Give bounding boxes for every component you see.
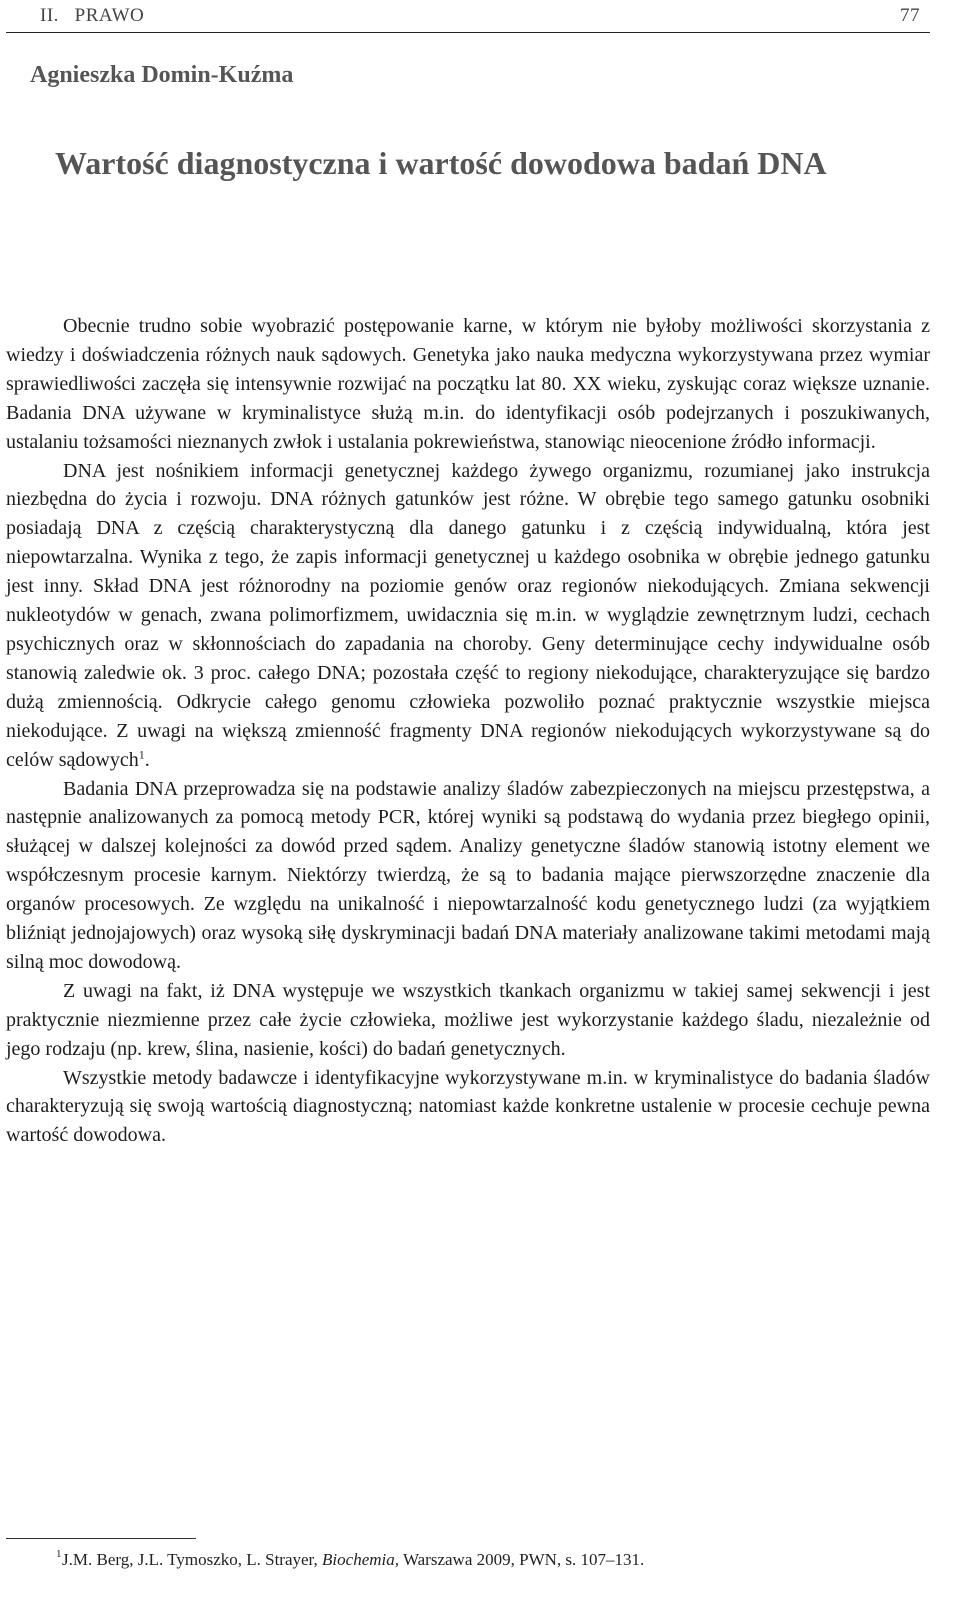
paragraph: Badania DNA przeprowadza się na podstawie analizy śladów zabezpieczonych na miejscu przestępstwa, a następnie analizowanych za pomocą metody PCR, której wyniki są podstawą do wydania przez biegłego opinii, służącej w dalszej kolejności za dowód przed sądem. Analizy genetyczne śladów stanowią istotny element we współczesnym procesie karnym. Niektórzy twierdzą, że są to badania mające pierwszorzędne znaczenie dla organów procesowych. Ze względu na unikalność i niepowtarzalność kodu genetycznego ludzi (za wyjątkiem bliźniąt jednojajowych) oraz wysoką siłę dyskryminacji badań DNA materiały analizowane takimi metodami mają silną moc dowodową. [6, 777, 930, 973]
running-header [40, 2, 920, 30]
footnote-reference[interactable]: 1 [138, 746, 145, 761]
footnote-rule [6, 1538, 196, 1539]
footnote-number: 1 [56, 1548, 62, 1560]
footnote-book-title: Biochemia, [322, 1550, 399, 1569]
page-number: 77 [900, 5, 920, 26]
article-title: Wartość diagnostyczna i wartość dowodowa badań DNA [55, 145, 827, 181]
article-body [6, 312, 930, 1150]
footnote-publisher: Warszawa 2009, PWN, s. 107–131. [399, 1550, 645, 1569]
article-author: Agnieszka Domin-Kuźma [30, 62, 294, 88]
paragraph: Wszystkie metody badawcze i identyfikacyjne wykorzystywane m.in. w kryminalistyce do badania śladów charakteryzują się swoją wartością diagnostyczną; natomiast każde konkretne ustalenie w procesie cechuje pewna wartość dowodowa. [6, 1066, 930, 1147]
paragraph: DNA jest nośnikiem informacji genetycznej każdego żywego organizmu, rozumianej jako instrukcja niezbędna do życia i rozwoju. DNA różnych gatunków jest różne. W obrębie tego samego gatunku osobniki posiadają DNA z częścią charakterystyczną dla danego gatunku i z częścią indywidualną, która jest niepowtarzalna. Wynika z tego, że zapis informacji genetycznej u każdego osobnika w obrębie jednego gatunku jest inny. Skład DNA jest różnorodny na poziomie genów oraz regionów niekodujących. Zmiana sekwencji nukleotydów w genach, zwana polimorfizmem, uwidacznia się m.in. w wyglądzie zewnętrznym ludzi, cechach psychicznych oraz w skłonnościach do zapadania na choroby. Geny determinujące cechy indywidualne osób stanowią zaledwie ok. 3 proc. całego DNA; pozostała część to regiony niekodujące, charakteryzujące się bardzo dużą zmiennością. Odkrycie całego genomu człowieka pozwoliło poznać praktycznie wszystkie miejsca niekodujące. Z uwagi na większą zmienność fragmenty DNA regionów niekodujących wykorzystywane są do celów sądowych$^1$. [6, 459, 930, 771]
footnote [56, 1548, 645, 1570]
paragraph: Obecnie trudno sobie wyobrazić postępowanie karne, w którym nie byłoby możliwości skorzystania z wiedzy i doświadczenia różnych nauk sądowych. Genetyka jako nauka medyczna wykorzystywana przez wymiar sprawiedliwości zaczęła się intensywnie rozwijać na początku lat 80. XX wieku, zyskując coraz większe uznanie. Badania DNA używane w kryminalistyce służą m.in. do identyfikacji osób podejrzanych i poszukiwanych, ustalaniu tożsamości nieznanych zwłok i ustalania pokrewieństwa, stanowiąc nieocenione źródło informacji. [6, 315, 930, 453]
footnote-authors: J.M. Berg, J.L. Tymoszko, L. Strayer, [62, 1550, 323, 1569]
header-rule [6, 32, 930, 33]
paragraph-text: DNA jest nośnikiem informacji genetycznej każdego żywego organizmu, rozumianej jako instrukcja niezbędna do życia i rozwoju. DNA różnych gatunków jest różne. W obrębie tego samego gatunku osobniki posiadają DNA z częścią charakterystyczną dla danego gatunku i z częścią indywidualną, która jest niepowtarzalna. Wynika z tego, że zapis informacji genetycznej u każdego osobnika w obrębie jednego gatunku jest inny. Skład DNA jest różnorodny na poziomie genów oraz regionów niekodujących. Zmiana sekwencji nukleotydów w genach, zwana polimorfizmem, uwidacznia się m.in. w wyglądzie zewnętrznym ludzi, cechach psychicznych oraz w skłonnościach do zapadania na choroby. Geny determinujące cechy indywidualne osób stanowią zaledwie ok. 3 proc. całego DNA; pozostała część to regiony niekodujące, charakteryzujące się bardzo dużą zmiennością. Odkrycie całego genomu człowieka pozwoliło poznać praktycznie wszystkie miejsca niekodujące. Z uwagi na większą zmienność fragmenty DNA regionów niekodujących wykorzystywane są do celów sądowych [6, 459, 930, 771]
section-label: II. PRAWO [40, 5, 145, 26]
paragraph: Z uwagi na fakt, iż DNA występuje we wszystkich tkankach organizmu w takiej samej sekwencji i jest praktycznie niezmienne przez całe życie człowieka, możliwe jest wykorzystanie każdego śladu, niezależnie od jego rodzaju (np. krew, ślina, nasienie, kości) do badań genetycznych. [6, 979, 930, 1060]
